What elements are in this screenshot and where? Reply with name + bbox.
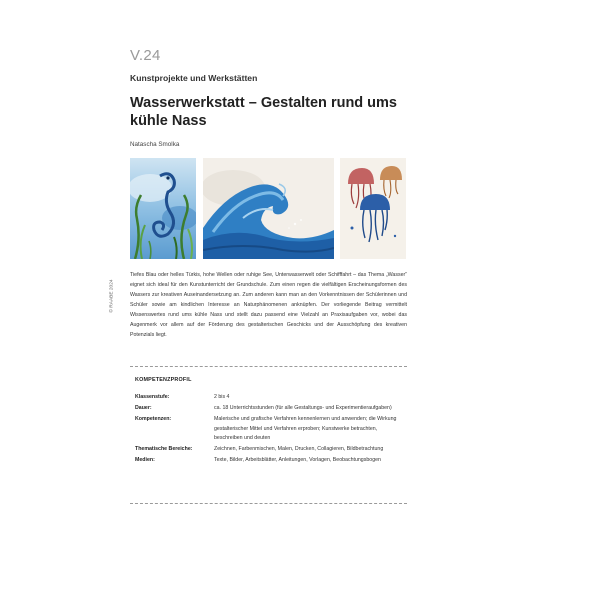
series-title: Kunstprojekte und Werkstätten bbox=[130, 73, 258, 83]
profile-value: Malerische und grafische Verfahren kennenlernen und anwenden; die Wirkung gestalterischer Mittel und Verfahren erproben; Kunstwerke betrachten, beschreiben und deuten bbox=[214, 416, 397, 441]
competence-profile-table bbox=[135, 393, 405, 467]
profile-row-media bbox=[135, 456, 405, 466]
intro-paragraph: Tiefes Blau oder helles Türkis, hohe Wellen oder ruhige See, Unterwasserwelt oder Schifffahrt – das Thema „Wasser“ eignet sich ideal für den Kunstunterricht der Grundschule. Zum einen regen die vielfältigen Erscheinungsformen des Wassers zur kreativen Auseinandersetzung an. Zum anderen kann man an den Vorkenntnissen der Schülerinnen und Schüler sowie am kindlichen Interesse an Naturphänomenen anknüpfen. Der vorliegende Beitrag vermittelt Wissenswertes rund ums kühle Nass und stellt dazu passend eine Vielzahl an Praxisaufgaben vor, wobei das Augenmerk vor allem auf der Förderung des gestalterischen Geschicks und der Ausschöpfung des kreativen Potenzials liegt. bbox=[130, 272, 407, 338]
copyright-notice: © RAABE 2024 bbox=[109, 279, 115, 313]
profile-bottom-divider bbox=[130, 503, 407, 504]
wave-painting-image bbox=[203, 158, 334, 259]
profile-label: Thematische Bereiche: bbox=[135, 446, 193, 452]
chapter-number: V.24 bbox=[130, 47, 161, 64]
competence-profile-heading: KOMPETENZPROFIL bbox=[135, 377, 192, 383]
profile-label: Klassenstufe: bbox=[135, 394, 170, 400]
profile-label: Dauer: bbox=[135, 405, 152, 411]
jellyfish-painting-image bbox=[340, 158, 406, 259]
profile-value: Zeichnen, Farbenmischen, Malen, Drucken, Collagieren, Bildbetrachtung bbox=[214, 446, 384, 452]
profile-top-divider bbox=[130, 366, 407, 367]
profile-value: 2 bis 4 bbox=[214, 394, 230, 400]
profile-label: Kompetenzen: bbox=[135, 416, 172, 422]
profile-label: Medien: bbox=[135, 457, 155, 463]
seahorse-painting-image bbox=[130, 158, 196, 259]
profile-row-topics bbox=[135, 445, 405, 455]
profile-row-competences bbox=[135, 415, 405, 444]
page-title: Wasserwerkstatt – Gestalten rund ums kühle Nass bbox=[130, 95, 397, 129]
profile-row-grade bbox=[135, 393, 405, 403]
profile-value: ca. 18 Unterrichtsstunden (für alle Gestaltungs- und Experimentieraufgaben) bbox=[214, 405, 392, 411]
profile-value: Texte, Bilder, Arbeitsblätter, Anleitungen, Vorlagen, Beobachtungsbogen bbox=[214, 457, 381, 463]
profile-row-duration bbox=[135, 404, 405, 414]
author-name: Natascha Smolka bbox=[130, 141, 180, 148]
